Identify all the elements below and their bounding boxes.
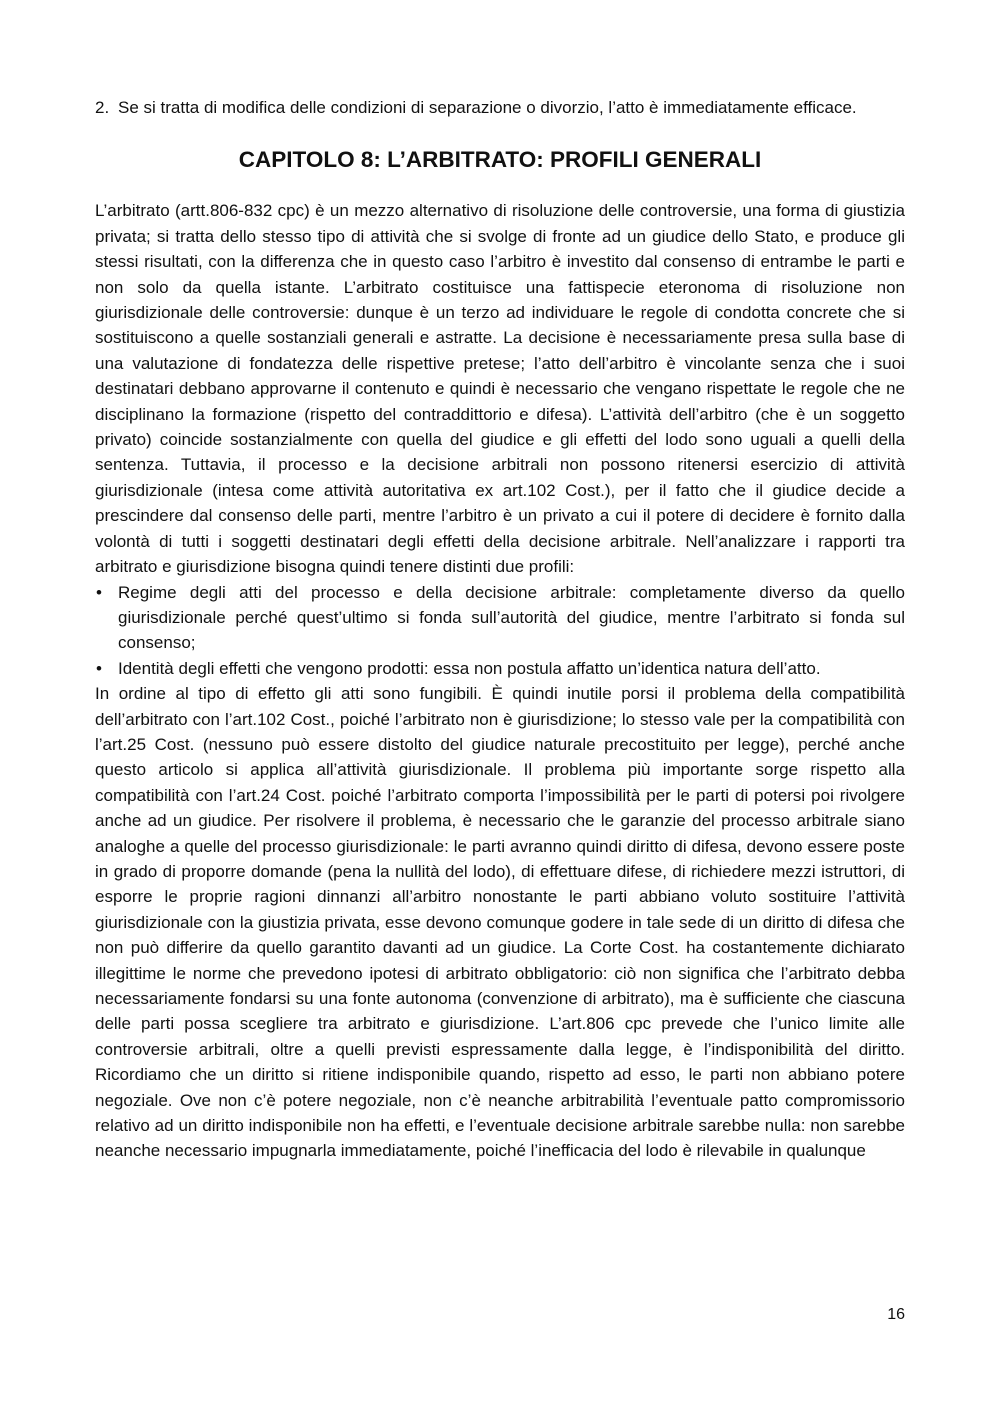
paragraph: In ordine al tipo di effetto gli atti sono fungibili. È quindi inutile porsi il problema della compatibilità dell’arbitrato con l’art.102 Cost., poiché l’arbitrato non è giurisdizione; lo stesso vale per la compatibilità con l’art.25 Cost. (nessuno può essere distolto del giudice naturale precostituito per legge), perché anche questo articolo si applica all’attività giurisdizionale. Il problema più importante sorge rispetto alla compatibilità con l’art.24 Cost. poiché l’arbitrato comporta l’impossibilità per le parti di potersi poi rivolgere anche ad un giudice. Per risolvere il problema, è necessario che le garanzie del processo arbitrale siano analoghe a quelle del processo giurisdizionale: le parti avranno quindi diritto di difesa, devono essere poste in grado di proporre domande (pena la nullità del lodo), di effettuare difese, di richiedere mezzi istruttori, di esporre le proprie ragioni dinnanzi all’arbitro nonostante le parti abbiano voluto sostituire l’attività giurisdizionale con la giustizia privata, esse devono comunque godere in tale sede di un diritto di difesa che non può differire da quello garantito davanti ad un giudice. La Corte Cost. ha costantemente dichiarato illegittime le norme che prevedono ipotesi di arbitrato obbligatorio: ciò non significa che l’arbitrato debba necessariamente fondarsi su una fonte autonoma (convenzione di arbitrato), ma è sufficiente che ciascuna delle parti possa scegliere tra arbitrato e giurisdizione. L’art.806 cpc prevede che l’unico limite alle controversie arbitrali, oltre a quelli previsti espressamente dalla legge, è l’indisponibilità del diritto. Ricordiamo che un diritto si ritiene indisponibile quando, rispetto ad esso, le parti non abbiano potere negoziale. Ove non c’è potere negoziale, non c’è neanche arbitrabilità l’eventuale patto compromissorio relativo ad un diritto indisponibile non ha effetti, e l’eventuale decisione arbitrale sarebbe nulla: non sarebbe neanche necessario impugnarla immediatamente, poiché l’inefficacia del lodo è rilevabile in qualunque [95, 684, 905, 1161]
paragraph: L’arbitrato (artt.806-832 cpc) è un mezzo alternativo di risoluzione delle controversie, una forma di giustizia privata; si tratta dello stesso tipo di attività che si svolge di fronte ad un giudice dello Stato, e produce gli stessi risultati, con la differenza che in questo caso l’arbitro è investito dal consenso di entrambe le parti e non solo da quella istante. L’arbitrato costituisce una fattispecie eteronoma di risoluzione non giurisdizionale delle controversie: dunque è un terzo ad individuare le regole di condotta concrete che si sostituiscono a quelle sostanziali generali e astratte. La decisione è necessariamente presa sulla base di una valutazione di fondatezza delle rispettive pretese; l’atto dell’arbitro è vincolante senza che i suoi destinatari debbano approvarne il contenuto e quindi è necessario che vengano rispettate le regole che ne disciplinano la formazione (rispetto del contraddittorio e difesa). L’attività dell’arbitro (che è un soggetto privato) coincide sostanzialmente con quella del giudice e gli effetti del lodo sono uguali a quelli della sentenza. Tuttavia, il processo e la decisione arbitrali non possono ritenersi esercizio di attività giurisdizionale (intesa come attività autoritativa ex art.102 Cost.), per il fatto che il giudice decide a prescindere dal consenso delle parti, mentre l’arbitro è un privato a cui il potere di decidere è fornito dalla volontà di tutti i soggetti destinatari degli effetti della decisione arbitrale. Nell’analizzare i rapporti tra arbitrato e giurisdizione bisogna quindi tenere distinti due profili: [95, 201, 905, 577]
document-page [95, 95, 905, 1164]
bullet-icon: • [96, 582, 102, 602]
bullet-item [95, 656, 905, 681]
list-item-text: Se si tratta di modifica delle condizioni di separazione o divorzio, l’atto è immediatamente efficace. [118, 98, 857, 117]
chapter-title: CAPITOLO 8: L’ARBITRATO: PROFILI GENERALI [238, 147, 762, 173]
page-number: 16 [887, 1306, 905, 1323]
bullet-text: Regime degli atti del processo e della decisione arbitrale: completamente diverso da quello giurisdizionale perché quest’ultimo si fonda sull’autorità del giudice, mentre l’arbitrato si fonda sul consenso; [118, 582, 905, 653]
bullet-text: Identità degli effetti che vengono prodotti: essa non postula affatto un’identica natura dell’atto. [118, 658, 821, 678]
bullet-list [95, 580, 905, 682]
list-item-number: 2. [95, 98, 110, 117]
bullet-item [95, 580, 905, 656]
list-item [95, 95, 905, 120]
bullet-icon: • [96, 658, 102, 678]
intro-list [95, 95, 905, 120]
